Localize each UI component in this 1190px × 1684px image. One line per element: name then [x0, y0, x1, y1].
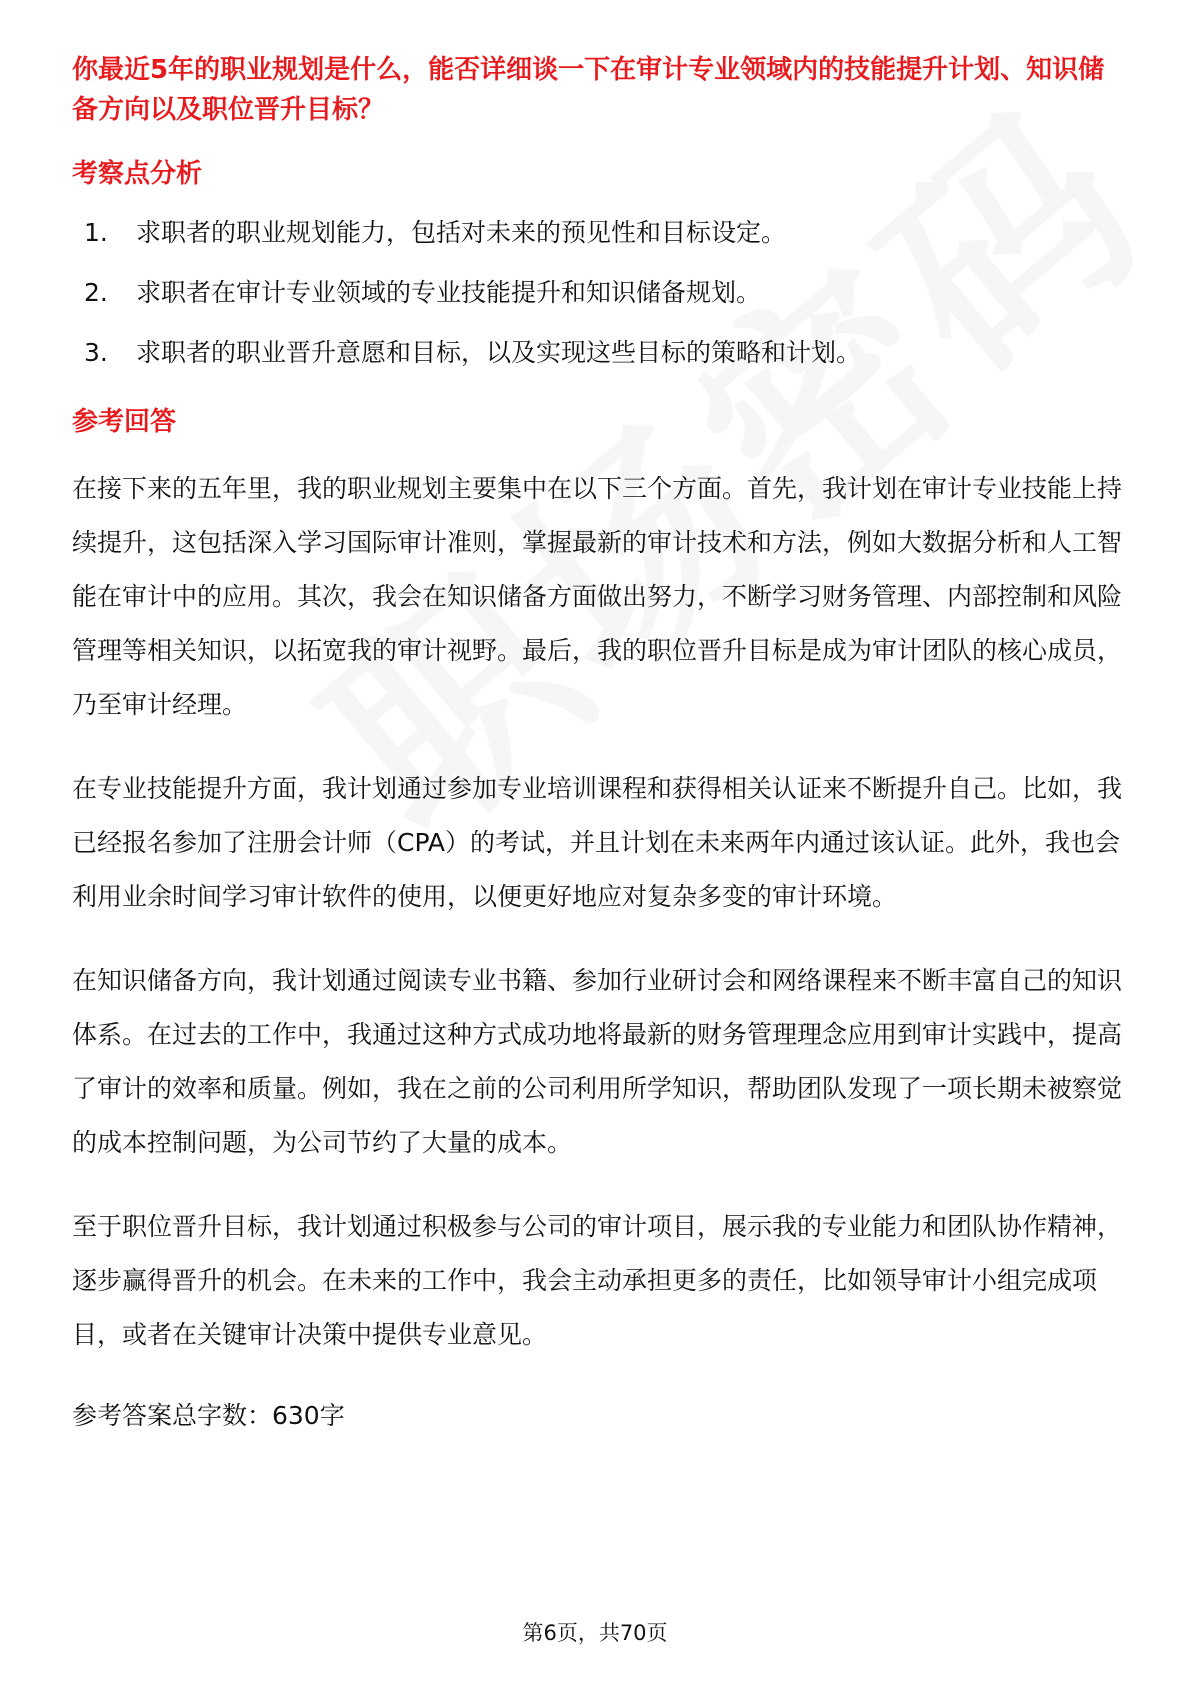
answer-paragraph: 在知识储备方向，我计划通过阅读专业书籍、参加行业研讨会和网络课程来不断丰富自己的知识体系。在过去的工作中，我通过这种方式成功地将最新的财务管理理念应用到审计实践中，提高了审计的效率和质量。例如，我在之前的公司利用所学知识，帮助团队发现了一项长期未被察觉的成本控制问题，为公司节约了大量的成本。: [72, 966, 1123, 1157]
list-item-text: 求职者在审计专业领域的专业技能提升和知识储备规划。: [136, 278, 762, 307]
list-item-number: 1.: [84, 218, 108, 247]
answer-paragraph: 在接下来的五年里，我的职业规划主要集中在以下三个方面。首先，我计划在审计专业技能上持续提升，这包括深入学习国际审计准则，掌握最新的审计技术和方法，例如大数据分析和人工智能在审计中的应用。其次，我会在知识储备方面做出努力，不断学习财务管理、内部控制和风险管理等相关知识，以拓宽我的审计视野。最后，我的职位晋升目标是成为审计团队的核心成员，乃至审计经理。: [72, 474, 1123, 719]
analysis-list: [72, 214, 1122, 372]
analysis-heading: 考察点分析: [72, 159, 203, 189]
list-item: [72, 274, 1122, 312]
list-item: [72, 214, 1122, 252]
answer-heading: 参考回答: [72, 407, 177, 437]
question-title: 你最近5年的职业规划是什么，能否详细谈一下在审计专业领域内的技能提升计划、知识储备方向以及职位晋升目标？: [72, 55, 1105, 125]
document-page: [72, 50, 1122, 1436]
list-item-text: 求职者的职业规划能力，包括对未来的预见性和目标设定。: [136, 218, 787, 247]
page-number: 第6页，共70页: [522, 1621, 668, 1645]
list-item: [72, 334, 1122, 372]
list-item-number: 3.: [84, 338, 108, 367]
answer-paragraph: 至于职位晋升目标，我计划通过积极参与公司的审计项目，展示我的专业能力和团队协作精神，逐步赢得晋升的机会。在未来的工作中，我会主动承担更多的责任，比如领导审计小组完成项目，或者在关键审计决策中提供专业意见。: [72, 1212, 1123, 1349]
list-item-number: 2.: [84, 278, 108, 307]
answer-paragraph: 在专业技能提升方面，我计划通过参加专业培训课程和获得相关认证来不断提升自己。比如，我已经报名参加了注册会计师（CPA）的考试，并且计划在未来两年内通过该认证。此外，我也会利用业余时间学习审计软件的使用，以便更好地应对复杂多变的审计环境。: [72, 774, 1123, 911]
word-count: 参考答案总字数：630字: [72, 1401, 345, 1430]
answer-body: [72, 462, 1122, 1362]
list-item-text: 求职者的职业晋升意愿和目标，以及实现这些目标的策略和计划。: [136, 338, 862, 367]
